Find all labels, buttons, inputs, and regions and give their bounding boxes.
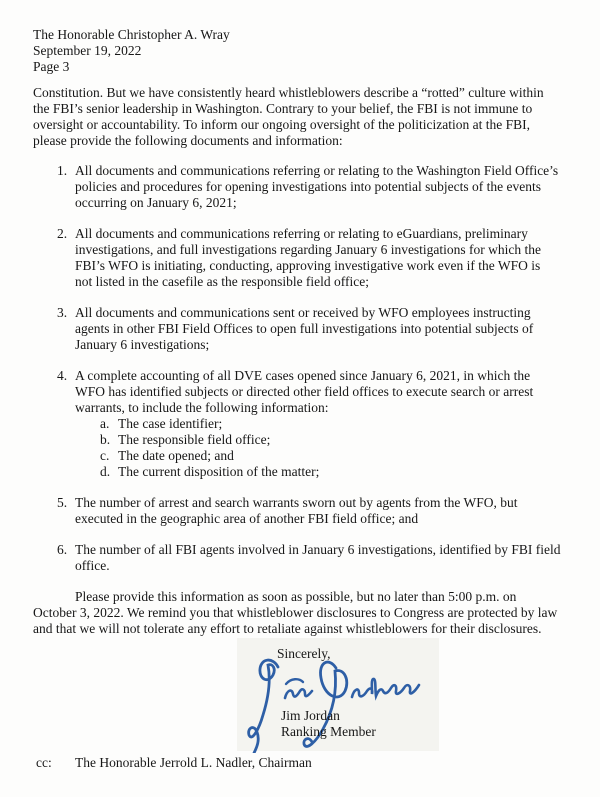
sub-item-text: The responsible field office; xyxy=(118,432,271,447)
signer-title: Ranking Member xyxy=(281,724,376,739)
signature-block xyxy=(33,637,567,755)
sub-item-text: The case identifier; xyxy=(118,416,223,431)
list-item-1 xyxy=(33,163,567,211)
sub-list xyxy=(75,416,567,480)
list-item-3 xyxy=(33,305,567,353)
item-line: warrants, to include the following information: xyxy=(75,400,329,415)
cc-value: The Honorable Jerrold L. Nadler, Chairman xyxy=(75,755,312,770)
item-line: January 6 investigations; xyxy=(75,337,210,352)
sub-item-letter: d. xyxy=(100,464,111,479)
item-line: not listed in the casefile as the responsible field office; xyxy=(75,274,370,289)
numbered-request-list xyxy=(33,163,567,574)
sub-item-text: The date opened; and xyxy=(118,448,234,463)
sub-item-a xyxy=(75,416,567,432)
item-number: 4. xyxy=(57,368,68,383)
letter-header xyxy=(33,27,567,75)
closing-line: and that we will not tolerate any effort to retaliate against whistleblowers for their disclosures. xyxy=(33,621,542,636)
signature-stroke-jim-j xyxy=(249,660,278,753)
intro-paragraph xyxy=(33,85,567,149)
item-line: A complete accounting of all DVE cases opened since January 6, 2021, in which the xyxy=(75,368,531,383)
sub-item-letter: c. xyxy=(100,448,110,463)
list-item-5 xyxy=(33,495,567,527)
intro-line: please provide the following documents and information: xyxy=(33,133,343,148)
item-line: agents in other FBI Field Offices to open full investigations into potential subjects of xyxy=(75,321,534,336)
signer-name: Jim Jordan xyxy=(281,708,340,723)
sub-item-letter: b. xyxy=(100,432,111,447)
list-item-2 xyxy=(33,226,567,290)
item-line: policies and procedures for opening investigations into potential subjects of the events xyxy=(75,179,542,194)
signature-stroke-rdan xyxy=(352,679,419,697)
item-line: All documents and communications referring or relating to the Washington Field Office’s xyxy=(75,163,559,178)
signature-stroke-im xyxy=(285,689,312,698)
cc-line xyxy=(33,755,567,771)
item-number: 5. xyxy=(57,495,68,510)
item-line: office. xyxy=(75,558,110,573)
item-line: WFO has identified subjects or directed other field offices to execute search or arrest xyxy=(75,384,534,399)
header-page-number: Page 3 xyxy=(33,59,70,74)
salutation: Sincerely, xyxy=(277,646,331,661)
sub-item-letter: a. xyxy=(100,416,110,431)
cc-label: cc: xyxy=(36,755,52,770)
item-line: FBI’s WFO is initiating, conducting, approving investigative work even if the WFO is xyxy=(75,258,541,273)
item-line: All documents and communications sent or received by WFO employees instructing xyxy=(75,305,531,320)
header-date: September 19, 2022 xyxy=(33,43,142,58)
sub-item-text: The current disposition of the matter; xyxy=(118,464,320,479)
list-item-6 xyxy=(33,542,567,574)
item-line: occurring on January 6, 2021; xyxy=(75,195,237,210)
closing-line: October 3, 2022. We remind you that whistleblower disclosures to Congress are protected by law xyxy=(33,605,558,620)
item-number: 2. xyxy=(57,226,68,241)
sub-item-b xyxy=(75,432,567,448)
item-number: 3. xyxy=(57,305,68,320)
list-item-4 xyxy=(33,368,567,480)
item-line: investigations, and full investigations regarding January 6 investigations for which the xyxy=(75,242,542,257)
signature-stroke-i-arc xyxy=(286,679,303,684)
item-line: executed in the geographic area of another FBI field office; and xyxy=(75,511,419,526)
header-recipient: The Honorable Christopher A. Wray xyxy=(33,27,230,42)
item-number: 6. xyxy=(57,542,68,557)
closing-paragraph xyxy=(33,589,567,637)
item-line: The number of all FBI agents involved in January 6 investigations, identified by FBI field xyxy=(75,542,561,557)
sub-item-d xyxy=(75,464,567,480)
item-number: 1. xyxy=(57,163,68,178)
intro-line: the FBI’s senior leadership in Washington. Contrary to your belief, the FBI is not immune to xyxy=(33,101,533,116)
item-line: The number of arrest and search warrants sworn out by agents from the WFO, but xyxy=(75,495,518,510)
sub-item-c xyxy=(75,448,567,464)
closing-line: Please provide this information as soon as possible, but no later than 5:00 p.m. on xyxy=(75,589,517,604)
item-line: All documents and communications referring or relating to eGuardians, preliminary xyxy=(75,226,528,241)
intro-line: oversight or accountability. To inform our ongoing oversight of the politicization at the FBI, xyxy=(33,117,530,132)
intro-line: Constitution. But we have consistently heard whistleblowers describe a “rotted” culture within xyxy=(33,85,544,100)
